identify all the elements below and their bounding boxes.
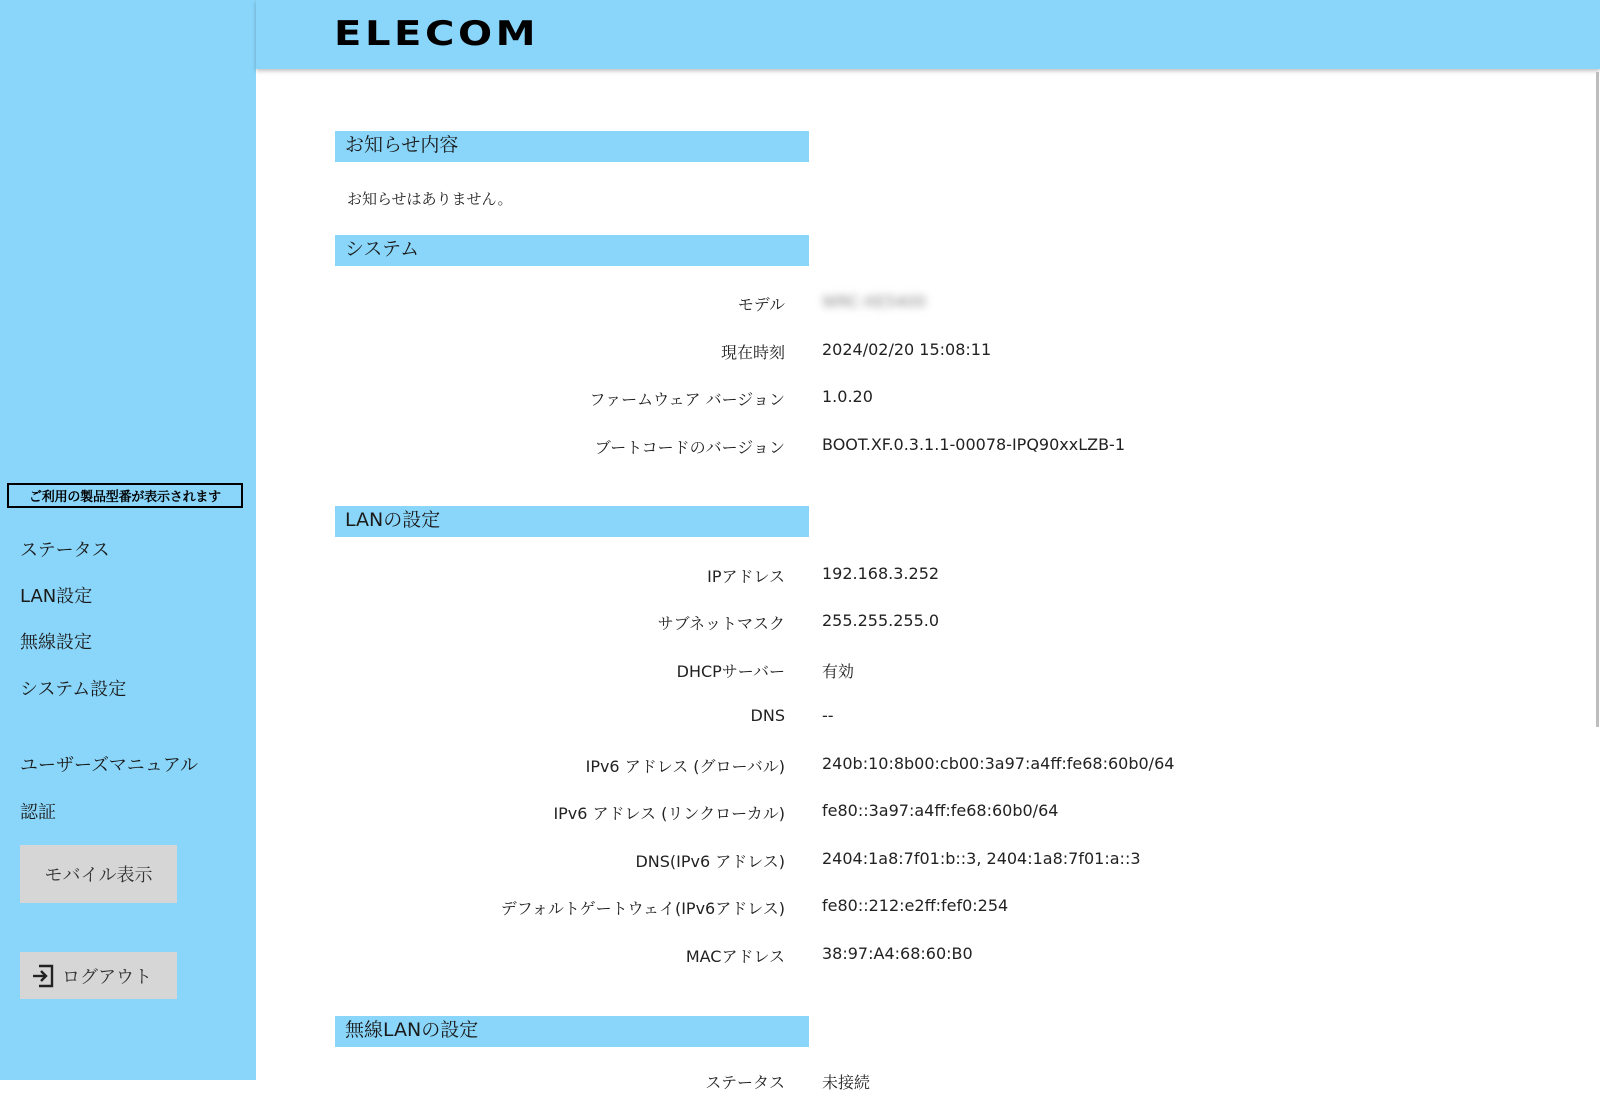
row-value-ipv6-linklocal: fe80::3a97:a4ff:fe68:60b0/64	[822, 801, 1059, 820]
row-label-firmware: ファームウェア バージョン	[589, 390, 785, 409]
row-value-mac: 38:97:A4:68:60:B0	[822, 944, 973, 963]
row-value-wlan-status: 未接続	[822, 1073, 871, 1092]
row-label-ip: IPアドレス	[707, 567, 785, 586]
sidebar-item-lan-settings[interactable]: LAN設定	[20, 586, 93, 607]
row-label-current-time: 現在時刻	[720, 343, 785, 362]
sidebar-item-user-manual[interactable]: ユーザーズマニュアル	[20, 755, 199, 776]
row-value-default-gateway-ipv6: fe80::212:e2ff:fef0:254	[822, 896, 1009, 915]
row-label-dhcp: DHCPサーバー	[676, 662, 785, 681]
section-system-title: システム	[335, 235, 809, 266]
row-label-bootcode: ブートコードのバージョン	[594, 438, 785, 457]
sidebar-item-status[interactable]: ステータス	[20, 540, 110, 561]
sidebar-item-wireless-settings[interactable]: 無線設定	[20, 632, 92, 653]
sidebar	[0, 0, 256, 1080]
row-value-dns: --	[822, 706, 834, 725]
row-label-dns: DNS	[750, 706, 785, 725]
row-label-subnet: サブネットマスク	[657, 614, 785, 633]
logout-button[interactable]	[20, 952, 177, 999]
sidebar-item-system-settings[interactable]: システム設定	[20, 679, 127, 700]
row-label-ipv6-global: IPv6 アドレス (グローバル)	[585, 757, 785, 776]
row-value-firmware: 1.0.20	[822, 387, 873, 406]
row-label-wlan-status: ステータス	[705, 1073, 785, 1092]
row-value-model: WRC-XE5400	[822, 292, 927, 311]
top-header	[256, 0, 1600, 69]
section-notice-title: お知らせ内容	[335, 131, 809, 162]
mobile-view-button[interactable]: モバイル表示	[20, 845, 177, 903]
model-name-box: ご利用の製品型番が表示されます	[7, 483, 243, 508]
section-wlan-title: 無線LANの設定	[335, 1016, 809, 1047]
row-label-ipv6-linklocal: IPv6 アドレス (リンクローカル)	[553, 804, 785, 823]
row-label-dns-ipv6: DNS(IPv6 アドレス)	[635, 852, 785, 871]
row-value-current-time: 2024/02/20 15:08:11	[822, 340, 992, 359]
sidebar-item-authentication[interactable]: 認証	[20, 802, 56, 823]
elecom-logo: ELECOM	[334, 14, 540, 54]
row-value-bootcode: BOOT.XF.0.3.1.1-00078-IPQ90xxLZB-1	[822, 435, 1126, 454]
row-value-subnet: 255.255.255.0	[822, 611, 940, 630]
logout-icon	[30, 963, 56, 989]
row-label-mac: MACアドレス	[685, 947, 785, 966]
row-value-ipv6-global: 240b:10:8b00:cb00:3a97:a4ff:fe68:60b0/64	[822, 754, 1175, 773]
logout-label: ログアウト	[62, 966, 152, 988]
section-lan-title: LANの設定	[335, 506, 809, 537]
row-label-model: モデル	[737, 295, 785, 314]
row-value-ip: 192.168.3.252	[822, 564, 940, 583]
row-value-dns-ipv6: 2404:1a8:7f01:b::3, 2404:1a8:7f01:a::3	[822, 849, 1141, 868]
notice-text: お知らせはありません。	[347, 190, 513, 208]
row-label-default-gateway-ipv6: デフォルトゲートウェイ(IPv6アドレス)	[500, 899, 785, 918]
row-value-dhcp: 有効	[822, 662, 855, 681]
scrollbar[interactable]	[1596, 72, 1599, 727]
